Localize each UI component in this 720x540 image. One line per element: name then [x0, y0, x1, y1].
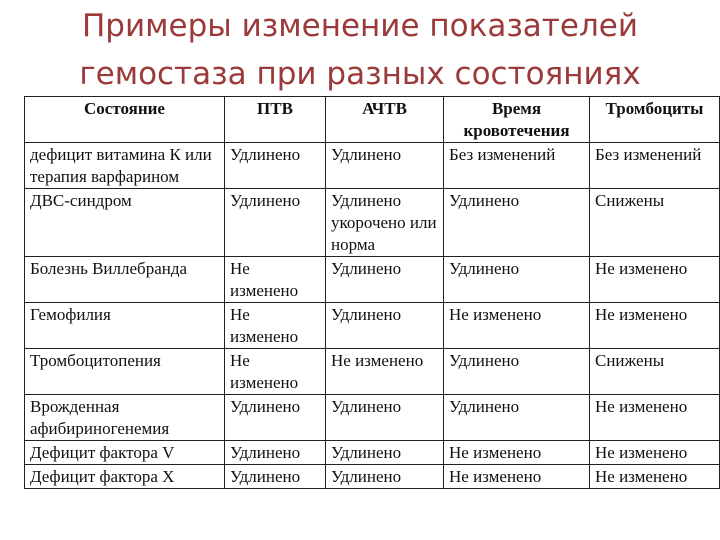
header-ptv: ПТВ: [225, 97, 326, 143]
cell-condition: ДВС-синдром: [25, 189, 225, 257]
table-row: [25, 303, 720, 349]
hemostasis-table: [24, 96, 720, 489]
cell-achtv: Удлинено: [326, 143, 444, 189]
cell-bleeding-time: Не изменено: [444, 303, 590, 349]
cell-bleeding-time: Не изменено: [444, 465, 590, 489]
header-condition: Состояние: [25, 97, 225, 143]
cell-condition: Врожденная афибириногенемия: [25, 395, 225, 441]
cell-bleeding-time: Удлинено: [444, 349, 590, 395]
cell-platelets: Не изменено: [590, 257, 720, 303]
table-row: [25, 395, 720, 441]
cell-platelets: Снижены: [590, 349, 720, 395]
cell-condition: Дефицит фактора X: [25, 465, 225, 489]
cell-platelets: Без изменений: [590, 143, 720, 189]
cell-condition: Болезнь Виллебранда: [25, 257, 225, 303]
cell-ptv: Удлинено: [225, 465, 326, 489]
header-bleeding-time: Время кровотечения: [444, 97, 590, 143]
table-row: [25, 441, 720, 465]
cell-bleeding-time: Без изменений: [444, 143, 590, 189]
cell-bleeding-time: Удлинено: [444, 189, 590, 257]
cell-achtv: Удлинено: [326, 465, 444, 489]
cell-platelets: Не изменено: [590, 395, 720, 441]
cell-bleeding-time: Удлинено: [444, 395, 590, 441]
cell-ptv: Не изменено: [225, 257, 326, 303]
cell-achtv: Удлинено укорочено или норма: [326, 189, 444, 257]
slide-title-line-1: Примеры изменение показателей: [82, 8, 638, 44]
cell-condition: Гемофилия: [25, 303, 225, 349]
cell-bleeding-time: Не изменено: [444, 441, 590, 465]
table-header-row: [25, 97, 720, 143]
slide-title: [0, 0, 720, 98]
cell-bleeding-time: Удлинено: [444, 257, 590, 303]
cell-ptv: Удлинено: [225, 395, 326, 441]
header-platelets: Тромбоциты: [590, 97, 720, 143]
cell-condition: Дефицит фактора V: [25, 441, 225, 465]
cell-ptv: Не изменено: [225, 303, 326, 349]
cell-platelets: Не изменено: [590, 465, 720, 489]
table-row: [25, 257, 720, 303]
header-achtv: АЧТВ: [326, 97, 444, 143]
cell-platelets: Не изменено: [590, 441, 720, 465]
table-row: [25, 465, 720, 489]
table-row: [25, 349, 720, 395]
cell-ptv: Не изменено: [225, 349, 326, 395]
cell-condition: Тромбоцитопения: [25, 349, 225, 395]
cell-ptv: Удлинено: [225, 189, 326, 257]
cell-achtv: Удлинено: [326, 441, 444, 465]
table-row: [25, 143, 720, 189]
cell-platelets: Не изменено: [590, 303, 720, 349]
cell-condition: дефицит витамина К или терапия варфарином: [25, 143, 225, 189]
cell-platelets: Снижены: [590, 189, 720, 257]
slide-title-line-2: гемостаза при разных состояниях: [79, 56, 641, 92]
cell-achtv: Удлинено: [326, 257, 444, 303]
cell-ptv: Удлинено: [225, 441, 326, 465]
cell-ptv: Удлинено: [225, 143, 326, 189]
cell-achtv: Удлинено: [326, 395, 444, 441]
cell-achtv: Не изменено: [326, 349, 444, 395]
cell-achtv: Удлинено: [326, 303, 444, 349]
table-row: [25, 189, 720, 257]
